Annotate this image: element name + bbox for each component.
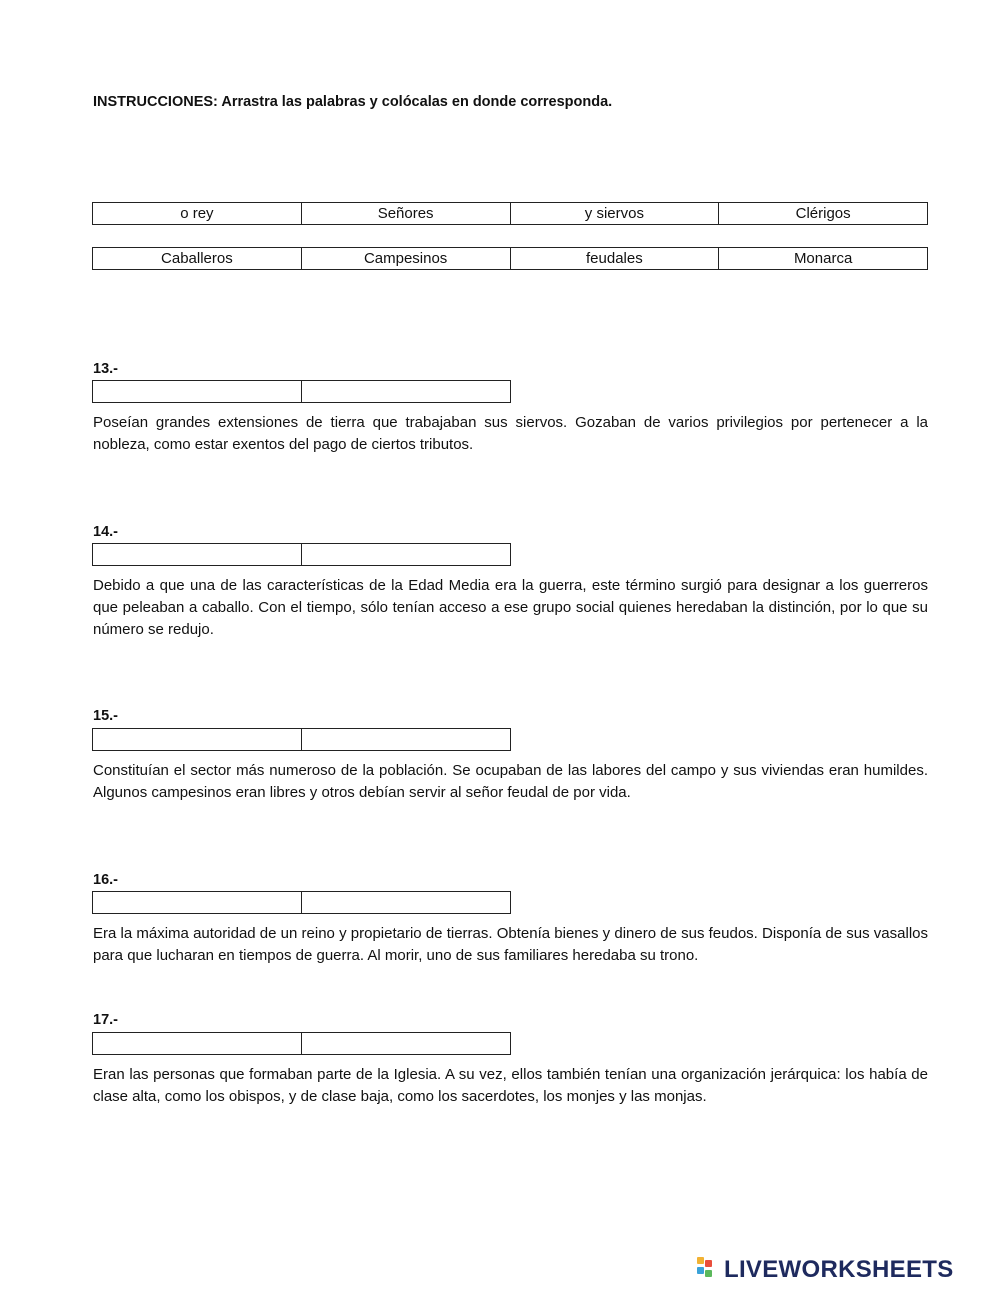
- question-number: 15.-: [93, 708, 118, 724]
- question-description: Constituían el sector más numeroso de la población. Se ocupaban de las labores del campo y sus viviendas eran humildes. Algunos campesinos eran libres y otros debían servir al señor feudal de por vida.: [93, 762, 928, 801]
- logo-block: [697, 1257, 704, 1264]
- question-number: 14.-: [93, 524, 118, 540]
- drop-slot[interactable]: [93, 729, 302, 750]
- question-number: 13.-: [93, 361, 118, 377]
- answer-slots: [92, 1032, 511, 1055]
- brand-name: LIVEWORKSHEETS: [724, 1256, 954, 1283]
- question-number: 16.-: [93, 872, 118, 888]
- word-tile[interactable]: Clérigos: [795, 205, 851, 222]
- word-bank-row-2: [92, 247, 928, 270]
- word-tile[interactable]: Señores: [302, 203, 511, 224]
- word-tile[interactable]: Caballeros: [93, 248, 302, 269]
- drop-slot[interactable]: [302, 544, 510, 565]
- logo-block: [697, 1267, 704, 1274]
- answer-slots: [92, 380, 511, 403]
- liveworksheets-logo-icon: [697, 1257, 721, 1283]
- word-tile[interactable]: Monarca: [793, 250, 853, 267]
- word-tile[interactable]: Campesinos: [302, 248, 511, 269]
- drop-slot[interactable]: [93, 381, 302, 402]
- drop-slot[interactable]: [93, 1033, 302, 1054]
- logo-block: [705, 1260, 712, 1267]
- drop-slot[interactable]: [93, 892, 302, 913]
- drop-slot[interactable]: [302, 381, 510, 402]
- word-tile[interactable]: y siervos: [511, 203, 720, 224]
- instructions: INSTRUCCIONES: Arrastra las palabras y colócalas en donde corresponda.: [93, 94, 613, 110]
- logo-block: [705, 1270, 712, 1277]
- answer-slots: [92, 891, 511, 914]
- answer-slots: [92, 543, 511, 566]
- question-description: Era la máxima autoridad de un reino y propietario de tierras. Obtenía bienes y dinero de sus feudos. Disponía de sus vasallos para que lucharan en tiempos de guerra. Al morir, uno de sus familiares heredaba su trono.: [93, 925, 928, 964]
- word-tile[interactable]: o rey: [93, 203, 302, 224]
- drop-slot[interactable]: [302, 892, 510, 913]
- question-description: Eran las personas que formaban parte de la Iglesia. A su vez, ellos también tenían una organización jerárquica: los había de clase alta, como los obispos, y de clase baja, como los sacerdotes, los monjes y las monjas.: [93, 1066, 928, 1105]
- word-tile[interactable]: feudales: [511, 248, 720, 269]
- drop-slot[interactable]: [93, 544, 302, 565]
- drop-slot[interactable]: [302, 729, 510, 750]
- question-description: Poseían grandes extensiones de tierra que trabajaban sus siervos. Gozaban de varios privilegios por pertenecer a la nobleza, como estar exentos del pago de ciertos tributos.: [93, 414, 928, 453]
- question-number: 17.-: [93, 1012, 118, 1028]
- word-bank-row-1: [92, 202, 928, 225]
- drop-slot[interactable]: [302, 1033, 510, 1054]
- question-description: Debido a que una de las características de la Edad Media era la guerra, este término surgió para designar a los guerreros que peleaban a caballo. Con el tiempo, sólo tenían acceso a ese grupo social quienes heredaban la distinción, por lo que su número se redujo.: [93, 577, 928, 638]
- answer-slots: [92, 728, 511, 751]
- liveworksheets-logo: [697, 1256, 954, 1284]
